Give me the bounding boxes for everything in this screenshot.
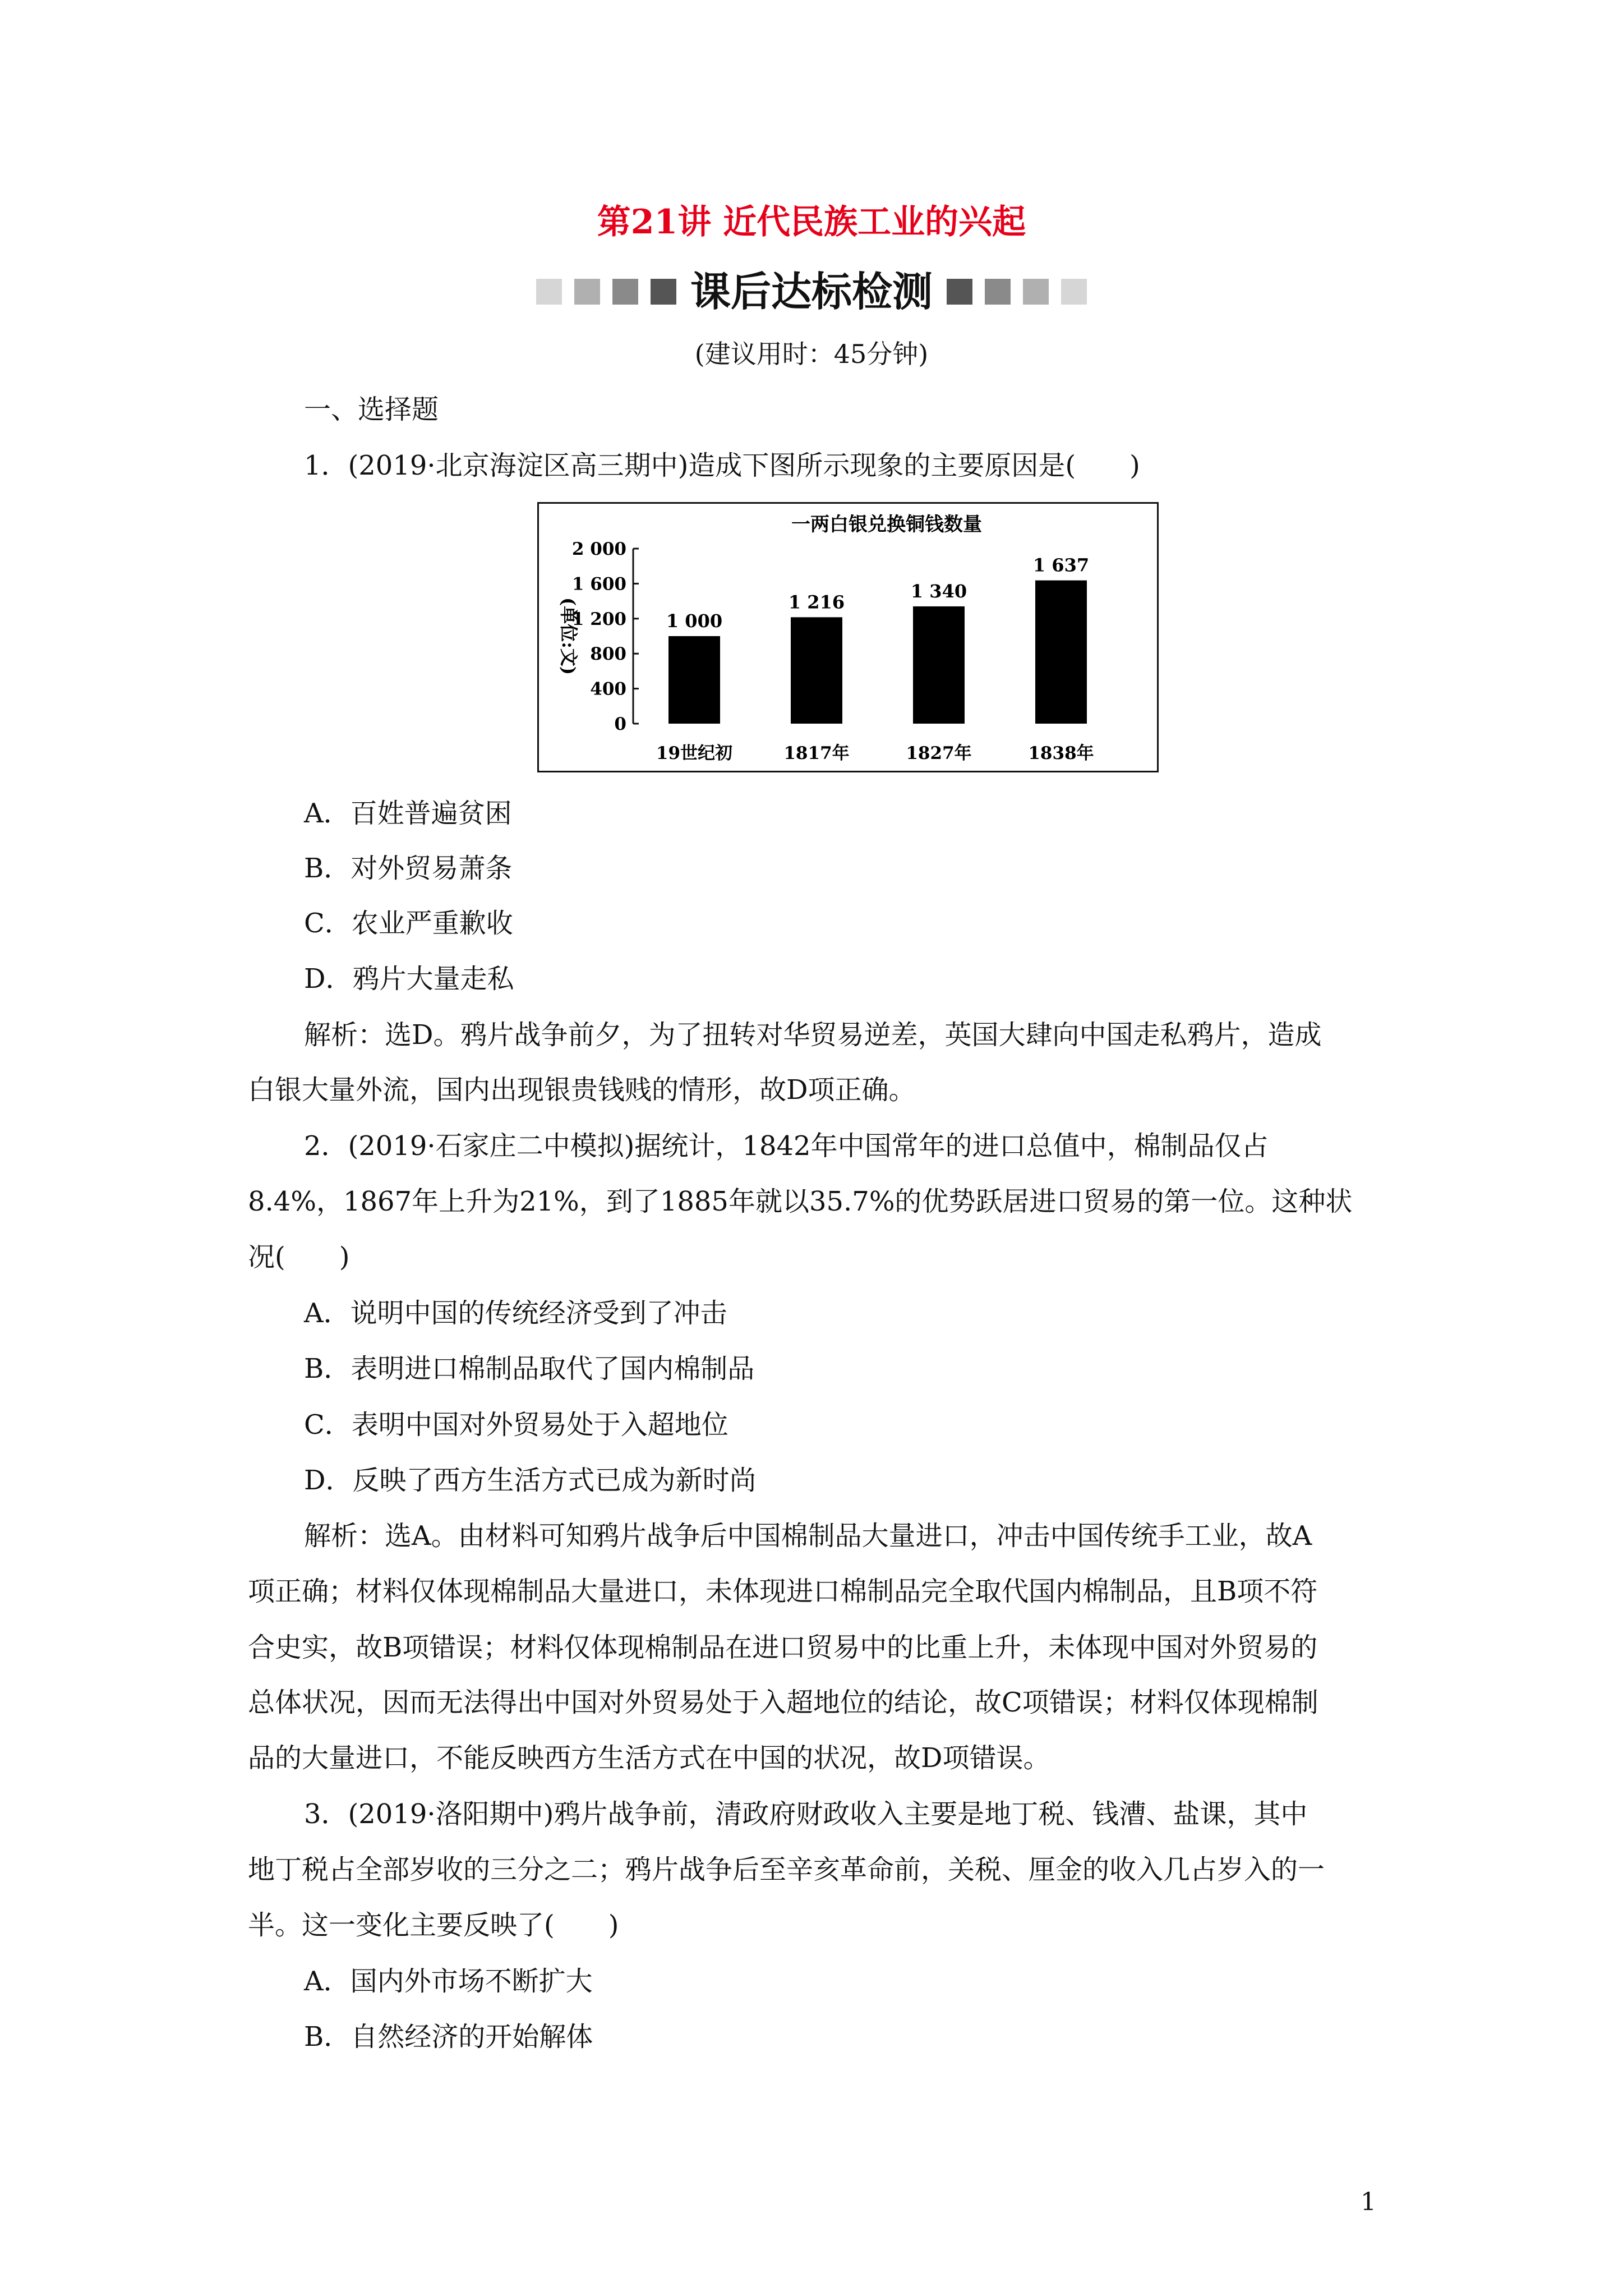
question-2-stem-line: 2．(2019·石家庄二中模拟)据统计，1842年中国常年的进口总值中，棉制品仅占	[304, 1130, 1269, 1162]
question-3-stem-line: 半。这一变化主要反映了( )	[248, 1910, 619, 1941]
question-3-option-a: A．国内外市场不断扩大	[304, 1966, 593, 1997]
y-tick-label: 800	[590, 644, 626, 665]
banner-square	[1061, 279, 1087, 305]
y-tick-label: 2 000	[571, 539, 626, 559]
bar-value-label: 1 000	[666, 610, 723, 632]
bar-value-label: 1 637	[1032, 554, 1090, 576]
question-1-option-a: A．百姓普遍贫困	[304, 798, 512, 829]
bar	[1035, 581, 1087, 724]
bar-chart	[537, 502, 1159, 772]
banner-square	[574, 279, 600, 305]
bar-value-label: 1 340	[910, 580, 967, 602]
question-2-stem-line: 8.4%，1867年上升为21%，到了1885年就以35.7%的优势跃居进口贸易的第一位。这种状	[248, 1186, 1353, 1217]
question-1-stem: 1．(2019·北京海淀区高三期中)造成下图所示现象的主要原因是( )	[304, 450, 1140, 481]
y-tick-label: 0	[614, 714, 626, 734]
x-tick-label: 1817年	[783, 743, 850, 763]
bar	[913, 606, 965, 724]
banner-label: 课后达标检测	[690, 268, 933, 315]
section-banner	[0, 264, 1623, 320]
question-2-option-c: C．表明中国对外贸易处于入超地位	[304, 1409, 728, 1441]
x-tick-label: 1827年	[906, 743, 972, 763]
bar	[791, 617, 842, 724]
x-tick-label: 19世纪初	[656, 743, 733, 763]
bar-value-label: 1 216	[788, 591, 845, 613]
y-ticks	[572, 539, 639, 734]
bar	[668, 636, 720, 724]
y-axis-label: (单位:文)	[558, 597, 579, 675]
question-1-option-b: B．对外贸易萧条	[304, 853, 513, 884]
y-tick-label: 400	[590, 679, 626, 700]
banner-square	[536, 279, 562, 305]
section-heading: 一、选择题	[304, 394, 439, 425]
y-tick-label: 1 200	[571, 609, 626, 629]
chart-title: 一两白银兑换铜钱数量	[791, 513, 982, 536]
banner-square	[651, 279, 676, 305]
question-1-option-d: D．鸦片大量走私	[304, 963, 514, 995]
question-2-option-d: D．反映了西方生活方式已成为新时尚	[304, 1465, 757, 1496]
question-3-option-b: B．自然经济的开始解体	[304, 2021, 593, 2053]
question-1-analysis-line: 解析：选D。鸦片战争前夕，为了扭转对华贸易逆差，英国大肆向中国走私鸦片，造成	[304, 1019, 1322, 1051]
page-number: 1	[1361, 2188, 1376, 2216]
question-2-analysis-line: 品的大量进口，不能反映西方生活方式在中国的状况，故D项错误。	[248, 1742, 1050, 1774]
x-tick-labels	[656, 743, 1094, 763]
question-3-stem-line: 地丁税占全部岁收的三分之二；鸦片战争后至辛亥革命前，关税、厘金的收入几占岁入的一	[248, 1854, 1325, 1885]
lesson-title: 第21讲 近代民族工业的兴起	[597, 203, 1026, 242]
banner-square	[612, 279, 638, 305]
question-1-analysis-line: 白银大量外流，国内出现银贵钱贱的情形，故D项正确。	[248, 1074, 916, 1106]
question-2-analysis-line: 项正确；材料仅体现棉制品大量进口，未体现进口棉制品完全取代国内棉制品，且B项不符	[248, 1576, 1318, 1607]
question-2-option-a: A．说明中国的传统经济受到了冲击	[304, 1297, 727, 1329]
question-3-stem-line: 3．(2019·洛阳期中)鸦片战争前，清政府财政收入主要是地丁税、钱漕、盐课，其中	[304, 1798, 1308, 1830]
banner-square	[1023, 279, 1049, 305]
question-1-option-c: C．农业严重歉收	[304, 908, 513, 939]
bar-value-labels	[666, 555, 1089, 632]
question-2-analysis-line: 合史实，故B项错误；材料仅体现棉制品在进口贸易中的比重上升，未体现中国对外贸易的	[248, 1632, 1318, 1663]
banner-square	[985, 279, 1011, 305]
chart-svg	[539, 504, 1157, 771]
question-2-analysis-line: 总体状况，因而无法得出中国对外贸易处于入超地位的结论，故C项错误；材料仅体现棉制	[248, 1687, 1318, 1718]
time-note: (建议用时：45分钟)	[694, 339, 929, 369]
banner-square	[947, 279, 972, 305]
question-2-option-b: B．表明进口棉制品取代了国内棉制品	[304, 1353, 755, 1384]
question-2-analysis-line: 解析：选A。由材料可知鸦片战争后中国棉制品大量进口，冲击中国传统手工业，故A	[304, 1520, 1312, 1552]
question-2-stem-line: 况( )	[248, 1241, 350, 1273]
x-tick-label: 1838年	[1028, 743, 1094, 763]
bars	[668, 581, 1087, 724]
y-tick-label: 1 600	[571, 574, 626, 595]
